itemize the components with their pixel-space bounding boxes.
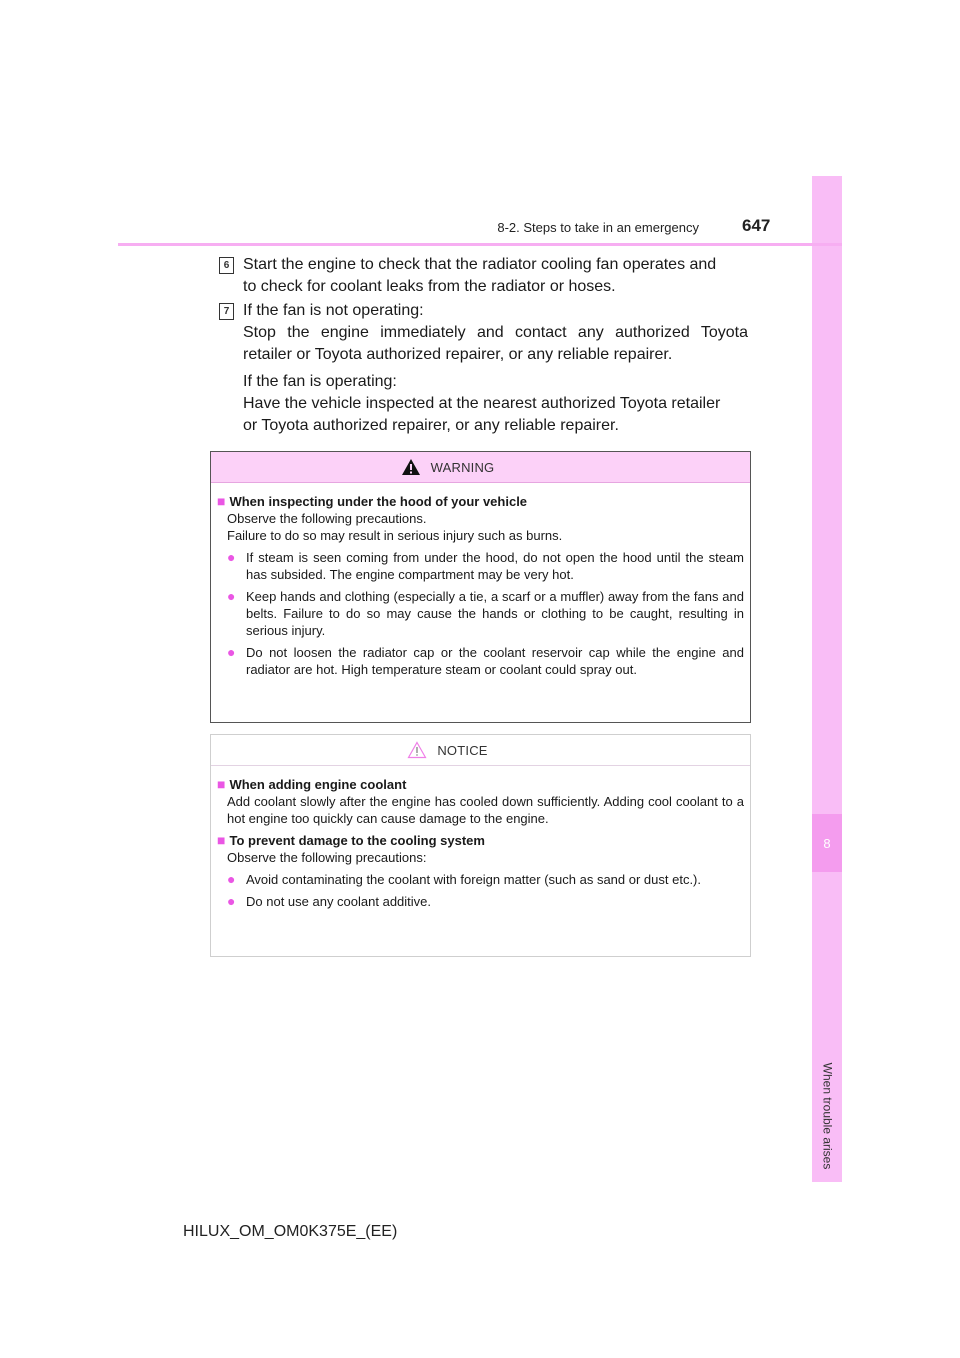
warning-subheading [217,493,744,510]
warning-bullet-1: If steam is seen coming from under the hood, do not open the hood until the steam has subsided. The engine compartment may be very hot. [246,550,744,582]
chapter-title-vertical [813,1046,841,1186]
notice-triangle-icon [407,741,427,759]
warning-bullet-3: Do not loosen the radiator cap or the coolant reservoir cap while the engine and radiator are hot. High temperature steam or coolant could spray out. [246,645,744,677]
page-number: 647 [742,216,771,235]
list-item [217,588,744,639]
warning-title: WARNING [430,459,495,475]
round-bullet-icon: ● [227,549,236,565]
notice-heading-2: To prevent damage to the cooling system [229,833,485,848]
notice-bullet-2: Do not use any coolant additive. [246,894,432,909]
step-7-line-5: Have the vehicle inspected at the nearest authorized Toyota retailer [243,395,721,412]
square-bullet-icon: ■ [217,776,226,792]
step-6-line-1: Start the engine to check that the radiator cooling fan operates and [243,256,717,273]
list-item [217,871,744,888]
step-7-line-4: If the fan is operating: [243,373,397,390]
step-7-line-1: If the fan is not operating: [243,302,424,319]
header-divider [118,243,842,246]
notice-heading-1: When adding engine coolant [229,777,407,792]
step-7-badge: 7 [219,303,234,320]
list-item [217,644,744,678]
round-bullet-icon: ● [227,893,236,909]
chapter-title: When trouble arises [820,1062,834,1170]
warning-box [210,451,751,723]
warning-heading: When inspecting under the hood of your vehicle [229,494,528,509]
notice-paragraph-1: Add coolant slowly after the engine has cooled down sufficiently. Adding cool coolant to a hot engine too quickly can cause damage to the engine. [227,794,744,826]
notice-title: NOTICE [437,742,488,758]
step-6-badge: 6 [219,257,234,274]
square-bullet-icon: ■ [217,493,226,509]
warning-body [211,483,750,688]
document-id: HILUX_OM_OM0K375E_(EE) [183,1223,398,1240]
warning-intro-1: Observe the following precautions. [227,511,427,526]
step-7-line-6: or Toyota authorized repairer, or any reliable repairer. [243,417,619,434]
list-item [217,893,744,910]
chapter-side-tab [812,176,842,1182]
notice-paragraph-2: Observe the following precautions: [227,850,427,865]
step-7-line-3: retailer or Toyota authorized repairer, or any reliable repairer. [243,346,673,363]
notice-bullet-1: Avoid contaminating the coolant with foreign matter (such as sand or dust etc.). [246,872,701,887]
round-bullet-icon: ● [227,871,236,887]
notice-body [211,766,750,920]
notice-box [210,734,751,957]
round-bullet-icon: ● [227,588,236,604]
warning-bullet-2: Keep hands and clothing (especially a tie, a scarf or a muffler) away from the fans and belts. Failure to do so may cause the hands or clothing to be caught, resulting in serious injury. [246,589,744,638]
square-bullet-icon: ■ [217,832,226,848]
step-7-text [243,300,748,437]
step-6-line-2: to check for coolant leaks from the radiator or hoses. [243,278,616,295]
warning-intro-2: Failure to do so may result in serious injury such as burns. [227,528,563,543]
chapter-number: 8 [812,814,842,872]
warning-header [211,452,750,483]
notice-header [211,735,750,766]
step-6-text [243,254,748,298]
step-7-line-2: Stop the engine immediately and contact any authorized Toyota [243,324,748,341]
warning-triangle-icon [401,458,421,476]
list-item [217,549,744,583]
round-bullet-icon: ● [227,644,236,660]
notice-subheading-2 [217,832,744,849]
notice-subheading-1 [217,776,744,793]
section-title: 8-2. Steps to take in an emergency [497,220,699,235]
